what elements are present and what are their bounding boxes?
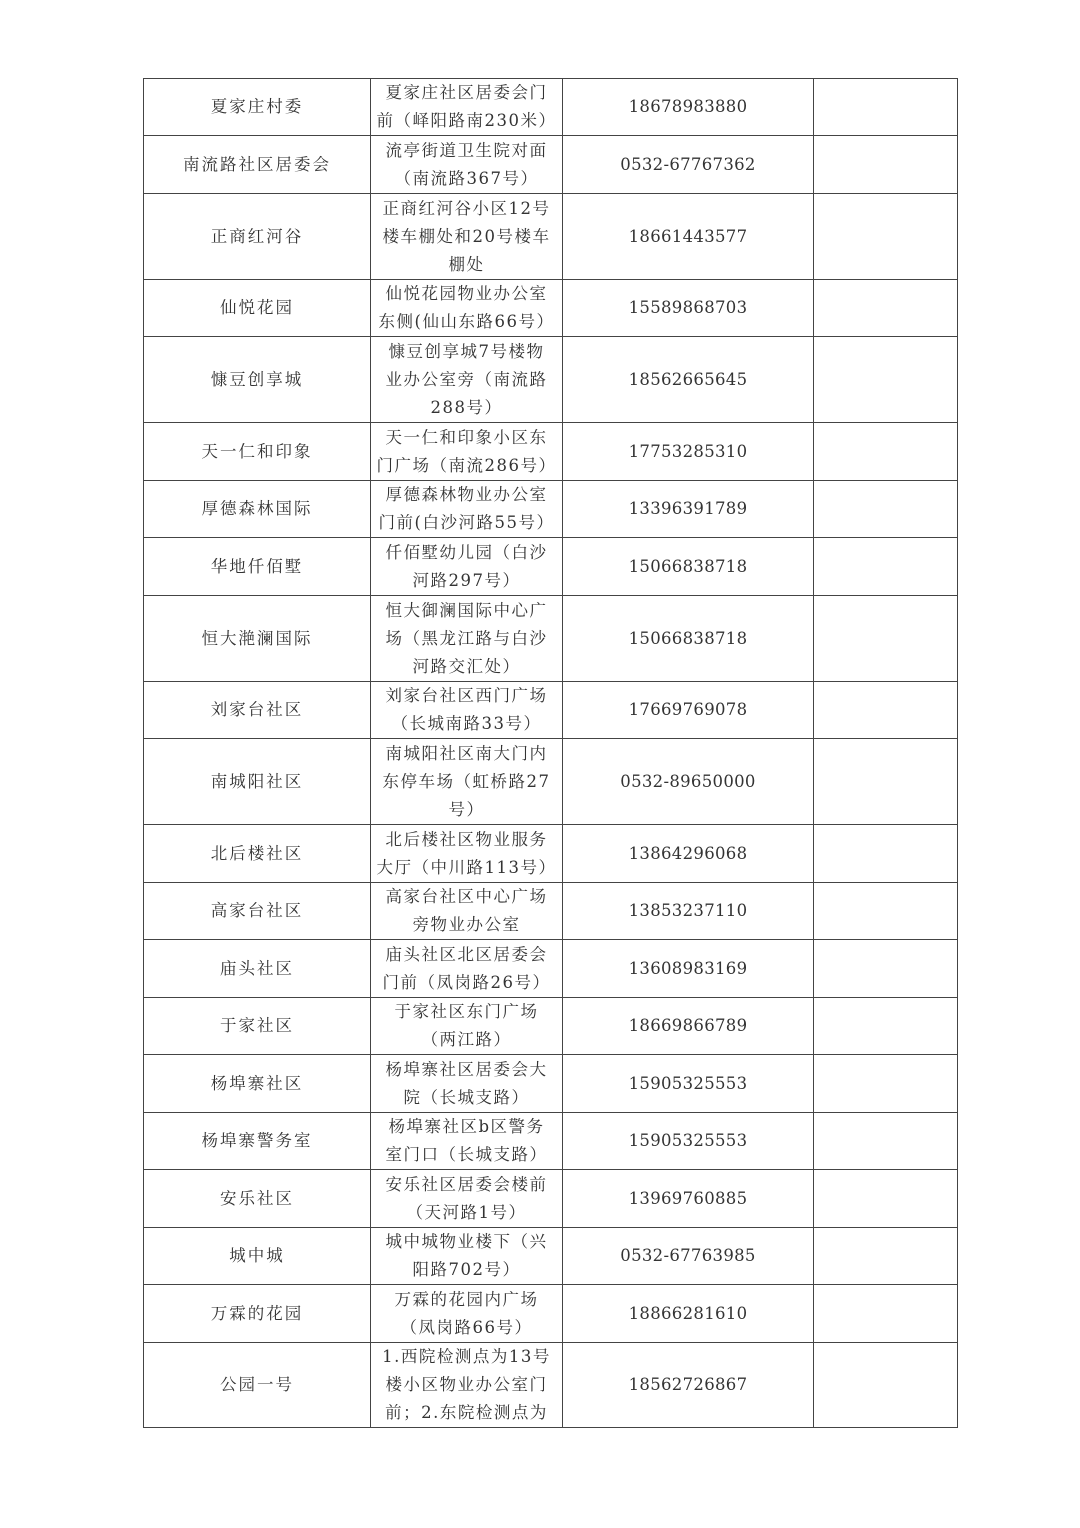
address-cell: 夏家庄社区居委会门 前（峄阳路南230米） — [371, 79, 563, 136]
phone-cell: 18562665645 — [563, 337, 814, 423]
community-name-cell: 安乐社区 — [144, 1170, 371, 1228]
phone-cell: 13969760885 — [563, 1170, 814, 1228]
table-row — [144, 1228, 958, 1285]
phone-cell: 15066838718 — [563, 596, 814, 682]
phone-cell: 15589868703 — [563, 280, 814, 337]
community-name-cell: 恒大滟澜国际 — [144, 596, 371, 682]
phone-cell: 13396391789 — [563, 481, 814, 538]
remarks-cell — [814, 423, 958, 481]
phone-cell: 17669769078 — [563, 682, 814, 739]
table-row — [144, 136, 958, 194]
remarks-cell — [814, 739, 958, 825]
table-row — [144, 596, 958, 682]
address-cell: 于家社区东门广场 （两江路） — [371, 998, 563, 1055]
table-row — [144, 1170, 958, 1228]
remarks-cell — [814, 337, 958, 423]
table-row — [144, 825, 958, 883]
address-cell: 正商红河谷小区12号 楼车棚处和20号楼车 棚处 — [371, 194, 563, 280]
phone-cell: 18669866789 — [563, 998, 814, 1055]
remarks-cell — [814, 940, 958, 998]
testing-sites-table — [143, 78, 958, 1428]
community-name-cell: 南城阳社区 — [144, 739, 371, 825]
address-cell: 高家台社区中心广场 旁物业办公室 — [371, 883, 563, 940]
community-name-cell: 公园一号 — [144, 1343, 371, 1428]
table-row — [144, 1343, 958, 1428]
phone-cell: 0532-67767362 — [563, 136, 814, 194]
table-row — [144, 1113, 958, 1170]
phone-cell: 15905325553 — [563, 1113, 814, 1170]
phone-cell: 18661443577 — [563, 194, 814, 280]
community-name-cell: 庙头社区 — [144, 940, 371, 998]
table-row — [144, 337, 958, 423]
community-name-cell: 天一仁和印象 — [144, 423, 371, 481]
phone-cell: 18678983880 — [563, 79, 814, 136]
remarks-cell — [814, 1113, 958, 1170]
remarks-cell — [814, 280, 958, 337]
address-cell: 流亭街道卫生院对面 （南流路367号） — [371, 136, 563, 194]
address-cell: 城中城物业楼下（兴 阳路702号） — [371, 1228, 563, 1285]
address-cell: 慷豆创享城7号楼物 业办公室旁（南流路 288号） — [371, 337, 563, 423]
community-name-cell: 南流路社区居委会 — [144, 136, 371, 194]
community-name-cell: 刘家台社区 — [144, 682, 371, 739]
phone-cell: 17753285310 — [563, 423, 814, 481]
remarks-cell — [814, 1170, 958, 1228]
address-cell: 安乐社区居委会楼前 （天河路1号） — [371, 1170, 563, 1228]
address-cell: 1.西院检测点为13号 楼小区物业办公室门 前；2.东院检测点为 — [371, 1343, 563, 1428]
address-cell: 刘家台社区西门广场 （长城南路33号） — [371, 682, 563, 739]
community-name-cell: 仙悦花园 — [144, 280, 371, 337]
phone-cell: 0532-89650000 — [563, 739, 814, 825]
community-name-cell: 厚德森林国际 — [144, 481, 371, 538]
address-cell: 厚德森林物业办公室 门前(白沙河路55号） — [371, 481, 563, 538]
table-row — [144, 280, 958, 337]
phone-cell: 18562726867 — [563, 1343, 814, 1428]
remarks-cell — [814, 194, 958, 280]
table-row — [144, 682, 958, 739]
phone-cell: 13864296068 — [563, 825, 814, 883]
address-cell: 万霖的花园内广场 （凤岗路66号） — [371, 1285, 563, 1343]
table-row — [144, 1055, 958, 1113]
community-name-cell: 北后楼社区 — [144, 825, 371, 883]
address-cell: 北后楼社区物业服务 大厅（中川路113号） — [371, 825, 563, 883]
address-cell: 天一仁和印象小区东 门广场（南流286号） — [371, 423, 563, 481]
remarks-cell — [814, 1343, 958, 1428]
remarks-cell — [814, 538, 958, 596]
community-name-cell: 正商红河谷 — [144, 194, 371, 280]
address-cell: 仟佰墅幼儿园（白沙 河路297号） — [371, 538, 563, 596]
table-row — [144, 423, 958, 481]
remarks-cell — [814, 136, 958, 194]
phone-cell: 13853237110 — [563, 883, 814, 940]
address-cell: 庙头社区北区居委会 门前（凤岗路26号） — [371, 940, 563, 998]
phone-cell: 15066838718 — [563, 538, 814, 596]
phone-cell: 18866281610 — [563, 1285, 814, 1343]
remarks-cell — [814, 481, 958, 538]
address-cell: 南城阳社区南大门内 东停车场（虹桥路27 号） — [371, 739, 563, 825]
community-name-cell: 于家社区 — [144, 998, 371, 1055]
phone-cell: 0532-67763985 — [563, 1228, 814, 1285]
remarks-cell — [814, 825, 958, 883]
table-row — [144, 998, 958, 1055]
table-row — [144, 194, 958, 280]
table-row — [144, 538, 958, 596]
remarks-cell — [814, 682, 958, 739]
remarks-cell — [814, 998, 958, 1055]
remarks-cell — [814, 883, 958, 940]
table-row — [144, 1285, 958, 1343]
table-row — [144, 79, 958, 136]
remarks-cell — [814, 1055, 958, 1113]
address-cell: 杨埠寨社区b区警务 室门口（长城支路） — [371, 1113, 563, 1170]
community-name-cell: 慷豆创享城 — [144, 337, 371, 423]
remarks-cell — [814, 596, 958, 682]
phone-cell: 13608983169 — [563, 940, 814, 998]
table-row — [144, 940, 958, 998]
address-cell: 杨埠寨社区居委会大 院（长城支路） — [371, 1055, 563, 1113]
community-name-cell: 杨埠寨社区 — [144, 1055, 371, 1113]
remarks-cell — [814, 1228, 958, 1285]
community-name-cell: 万霖的花园 — [144, 1285, 371, 1343]
remarks-cell — [814, 79, 958, 136]
phone-cell: 15905325553 — [563, 1055, 814, 1113]
address-cell: 恒大御澜国际中心广 场（黑龙江路与白沙 河路交汇处） — [371, 596, 563, 682]
community-name-cell: 华地仟佰墅 — [144, 538, 371, 596]
table-row — [144, 481, 958, 538]
community-name-cell: 夏家庄村委 — [144, 79, 371, 136]
community-name-cell: 杨埠寨警务室 — [144, 1113, 371, 1170]
community-name-cell: 高家台社区 — [144, 883, 371, 940]
table-row — [144, 883, 958, 940]
table-row — [144, 739, 958, 825]
address-cell: 仙悦花园物业办公室 东侧(仙山东路66号） — [371, 280, 563, 337]
community-name-cell: 城中城 — [144, 1228, 371, 1285]
remarks-cell — [814, 1285, 958, 1343]
